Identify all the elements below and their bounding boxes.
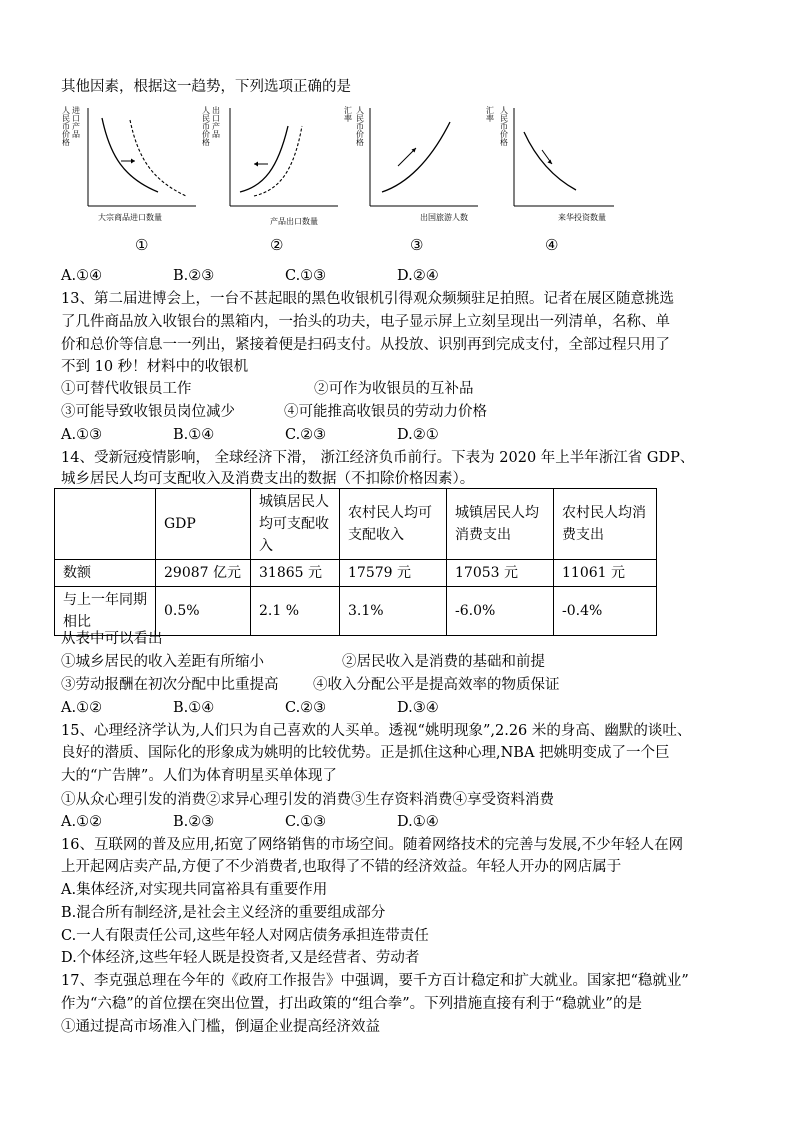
q12-option-a[interactable]: A.①④ <box>61 268 103 284</box>
table-header-row <box>55 489 657 560</box>
q14-option-c[interactable]: C.②③ <box>285 700 327 716</box>
q14-items-row-2 <box>61 675 560 695</box>
q15-option-c[interactable]: C.①③ <box>285 814 327 830</box>
table-cell: -6.0% <box>447 587 554 636</box>
q13-item-2: ②可作为收银员的互补品 <box>314 381 474 397</box>
q14-item-2: ②居民收入是消费的基础和前提 <box>342 654 545 670</box>
q16-option-c[interactable]: C.一人有限责任公司,这些年轻人对网店债务承担连带责任 <box>61 928 429 944</box>
q14-item-1: ①城乡居民的收入差距有所缩小 <box>61 654 264 670</box>
q13-option-a[interactable]: A.①③ <box>61 427 103 443</box>
table-cell: 11061 元 <box>554 560 657 587</box>
graph-1-ylabel: 人民币价格 <box>61 106 71 146</box>
q13-option-c[interactable]: C.②③ <box>285 427 327 443</box>
q16-option-a[interactable]: A.集体经济,对实现共同富裕具有重要作用 <box>61 882 328 898</box>
q14-option-d[interactable]: D.③④ <box>397 700 439 716</box>
q13-line-3: 价和总价等信息一一列出，紧接着便是扫码支付。从投放、识别再到完成支付，全部过程只用了 <box>61 337 670 353</box>
q15-options <box>61 812 439 832</box>
graph-3-ylabel-extra: 汇率 <box>343 106 353 122</box>
q12-option-d[interactable]: D.②④ <box>397 268 439 284</box>
graph-2-ylabel: 人民币价格 <box>201 106 211 146</box>
q14-option-b[interactable]: B.①④ <box>173 700 215 716</box>
q15-line-3: 大的“广告牌”。人们为体育明星买单体现了 <box>61 768 337 784</box>
q13-option-b[interactable]: B.①④ <box>173 427 215 443</box>
q15-item-4: ④享受资料消费 <box>452 792 554 808</box>
q14-line-1: 14、受新冠疫情影响， 全球经济下滑， 浙江经济负币前行。下表为 2020 年上半年浙江省 GDP、 <box>61 450 695 466</box>
q14-items-row-1 <box>61 652 545 672</box>
q15-item-3: ③生存资料消费 <box>351 792 453 808</box>
graph-2 <box>202 105 339 254</box>
q15-option-d[interactable]: D.①④ <box>397 814 439 830</box>
q14-after-table: 从表中可以看出 <box>61 631 163 647</box>
q17-line-2: 作为“六稳”的首位摆在突出位置，打出政策的“组合拳”。下列措施直接有利于“稳就业”的是 <box>61 996 642 1012</box>
graph-4 <box>486 105 615 254</box>
q17-item-1: ①通过提高市场准入门槛，倒逼企业提高经济效益 <box>61 1019 380 1035</box>
q14-options <box>61 698 439 718</box>
graph-1-num: ① <box>135 236 149 254</box>
table-cell: 17053 元 <box>447 560 554 587</box>
q13-line-4: 不到 10 秒！材料中的收银机 <box>61 359 249 375</box>
q16-line-1: 16、互联网的普及应用,拓宽了网络销售的市场空间。随着网络技术的完善与发展,不少年轻人在网 <box>61 837 684 853</box>
graph-3 <box>344 105 479 254</box>
table-cell: 0.5% <box>156 587 251 636</box>
graph-4-ylabel: 人民币价格 <box>499 106 509 146</box>
q14-item-3: ③劳动报酬在初次分配中比重提高 <box>61 677 279 693</box>
graph-1-ylabel-extra: 进口产品 <box>71 106 81 138</box>
table-cell: 3.1% <box>340 587 447 636</box>
table-cell: 数额 <box>55 560 156 587</box>
q14-table <box>54 488 657 636</box>
q13-items-row-1 <box>61 379 474 399</box>
table-cell: 29087 亿元 <box>156 560 251 587</box>
graph-3-num: ③ <box>410 236 424 254</box>
graph-3-ylabel: 人民币价格 <box>355 106 365 146</box>
q14-line-2: 城乡居民人均可支配收入及消费支出的数据（不扣除价格因素）。 <box>61 471 475 487</box>
table-header-cell: 城镇居民人均可支配收入 <box>251 489 340 560</box>
table-header-cell: 农村民人均可支配收入 <box>340 489 447 560</box>
graph-2-num: ② <box>270 236 284 254</box>
table-cell: 31865 元 <box>251 560 340 587</box>
graph-4-num: ④ <box>545 236 559 254</box>
q15-option-b[interactable]: B.②③ <box>173 814 215 830</box>
table-cell: 2.1 % <box>251 587 340 636</box>
table-row <box>55 560 657 587</box>
table-header-cell: GDP <box>156 489 251 560</box>
q12-graphs <box>58 104 618 264</box>
graph-2-xlabel: 产品出口数量 <box>270 217 318 226</box>
graph-4-ylabel-extra: 汇率 <box>485 106 495 122</box>
q12-options <box>61 266 439 286</box>
q15-option-a[interactable]: A.①② <box>61 814 103 830</box>
q17-line-1: 17、李克强总理在今年的《政府工作报告》中强调，要千方百计稳定和扩大就业。国家把“稳就业” <box>61 973 689 989</box>
table-header-cell: 农村民人均消费支出 <box>554 489 657 560</box>
q13-line-1: 13、第二届进博会上，一台不甚起眼的黑色收银机引得观众频频驻足拍照。记者在展区随意挑选 <box>61 291 674 307</box>
q16-option-b[interactable]: B.混合所有制经济,是社会主义经济的重要组成部分 <box>61 905 386 921</box>
q13-option-d[interactable]: D.②① <box>397 427 439 443</box>
table-cell: 17579 元 <box>340 560 447 587</box>
graph-3-xlabel: 出国旅游人数 <box>420 213 468 222</box>
q16-option-d[interactable]: D.个体经济,这些年轻人既是投资者,又是经营者、劳动者 <box>61 950 420 966</box>
q15-line-1: 15、心理经济学认为,人们只为自己喜欢的人买单。透视“姚明现象”,2.26 米的身高、幽默的谈吐、 <box>61 723 692 739</box>
q13-item-1: ①可替代收银员工作 <box>61 381 192 397</box>
table-cell: 与上一年同期相比 <box>55 587 156 636</box>
q13-items-row-2 <box>61 402 487 422</box>
table-cell: -0.4% <box>554 587 657 636</box>
q14-item-4: ④收入分配公平是提高效率的物质保证 <box>313 677 560 693</box>
q13-options <box>61 425 439 445</box>
q15-line-2: 良好的潜质、国际化的形象成为姚明的比较优势。正是抓住这种心理,NBA 把姚明变成了一个巨 <box>61 745 670 761</box>
q15-items <box>61 790 554 810</box>
q16-line-2: 上开起网店卖产品,方便了不少消费者,也取得了不错的经济效益。年轻人开办的网店属于 <box>61 859 622 875</box>
graph-1 <box>62 105 197 254</box>
q14-option-a[interactable]: A.①② <box>61 700 103 716</box>
graph-1-xlabel: 大宗商品进口数量 <box>98 213 162 222</box>
q13-line-2: 了几件商品放入收银台的黑箱内，一抬头的功夫，电子显示屏上立刻呈现出一列清单，名称、单 <box>61 314 670 330</box>
q15-item-2: ②求异心理引发的消费 <box>206 792 351 808</box>
q12-option-b[interactable]: B.②③ <box>173 268 215 284</box>
graph-4-xlabel: 来华投资数量 <box>558 213 606 222</box>
table-header-cell <box>55 489 156 560</box>
q13-item-3: ③可能导致收银员岗位减少 <box>61 404 235 420</box>
q12-option-c[interactable]: C.①③ <box>285 268 327 284</box>
graph-2-ylabel-extra: 出口产品 <box>211 106 221 138</box>
q15-item-1: ①从众心理引发的消费 <box>61 792 206 808</box>
q12-intro: 其他因素，根据这一趋势，下列选项正确的是 <box>61 79 351 95</box>
table-header-cell: 城镇居民人均消费支出 <box>447 489 554 560</box>
q13-item-4: ④可能推高收银员的劳动力价格 <box>284 404 487 420</box>
